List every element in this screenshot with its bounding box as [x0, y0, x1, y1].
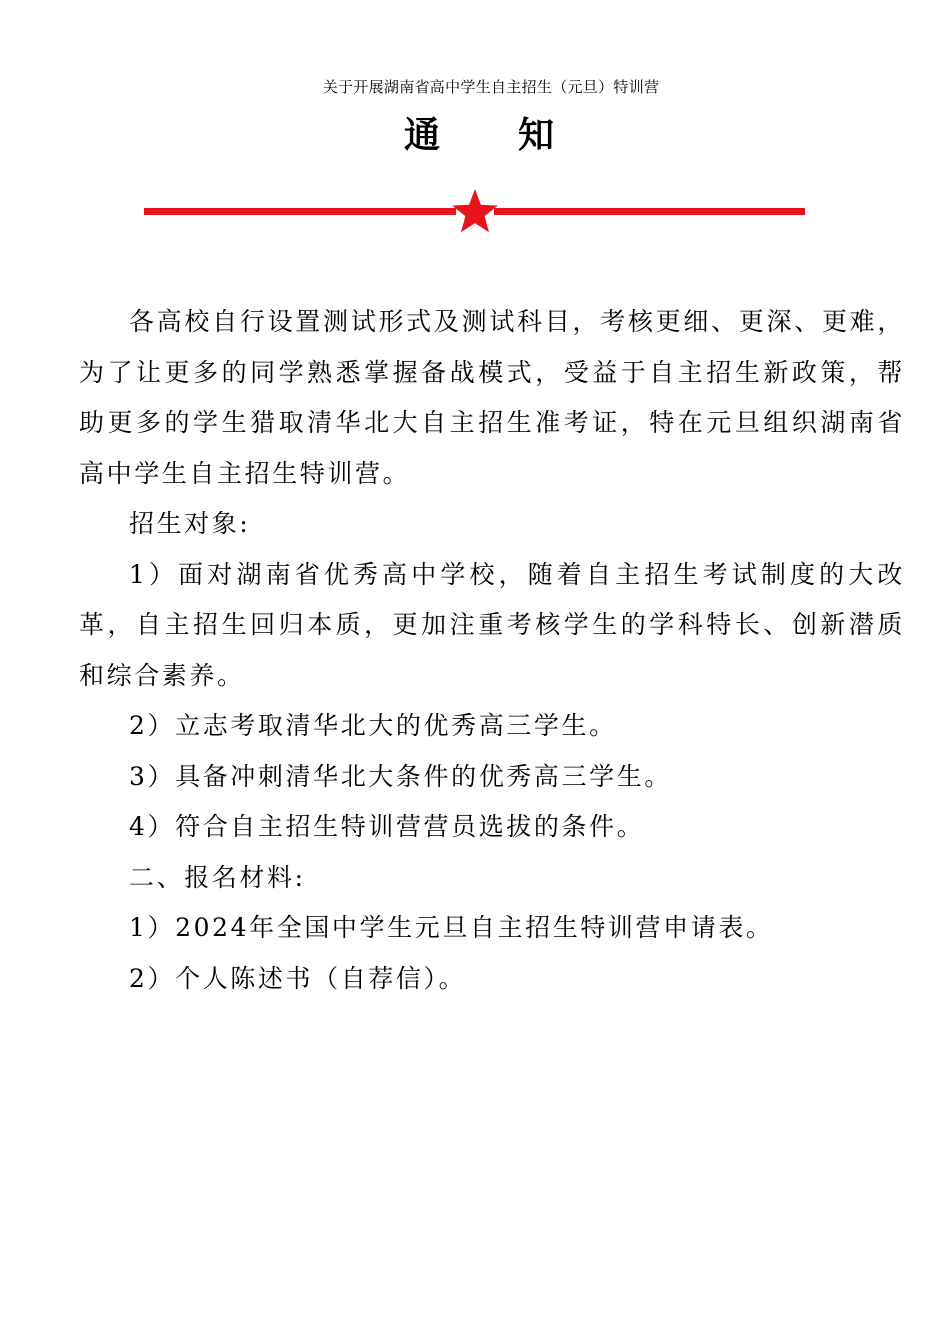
- divider-line-right: [494, 208, 805, 215]
- material-item-1: 1）2024年全国中学生元旦自主招生特训营申请表。: [129, 913, 774, 942]
- admission-item-4: 4）符合自主招生特训营营员选拔的条件。: [129, 812, 645, 841]
- title-char-1: 通: [404, 115, 441, 156]
- red-star-divider: [140, 184, 810, 240]
- title-char-2: 知: [517, 115, 554, 156]
- section-heading-admission-target: 招生对象:: [129, 509, 251, 538]
- divider-line-left: [144, 208, 456, 215]
- admission-item-2: 2）立志考取清华北大的优秀高三学生。: [129, 711, 617, 740]
- star-icon: [452, 189, 498, 232]
- document-body: [79, 297, 905, 1004]
- section-heading-materials: 二、报名材料:: [129, 862, 306, 892]
- admission-item-1: 1）面对湖南省优秀高中学校，随着自主招生考试制度的大改革，自主招生回归本质，更加注重考核学生的学科特长、创新潜质和综合素养。: [79, 559, 905, 690]
- document-subtitle: 关于开展湖南省高中学生自主招生（元旦）特训营: [322, 78, 660, 96]
- document-title: [404, 114, 554, 158]
- intro-paragraph: 各高校自行设置测试形式及测试科目，考核更细、更深、更难，为了让更多的同学熟悉掌握备战模式，受益于自主招生新政策，帮助更多的学生猎取清华北大自主招生准考证，特在元旦组织湖南省高中学生自主招生特训营。: [79, 307, 905, 488]
- material-item-2: 2）个人陈述书（自荐信）。: [129, 963, 467, 993]
- admission-item-3: 3）具备冲刺清华北大条件的优秀高三学生。: [129, 761, 672, 791]
